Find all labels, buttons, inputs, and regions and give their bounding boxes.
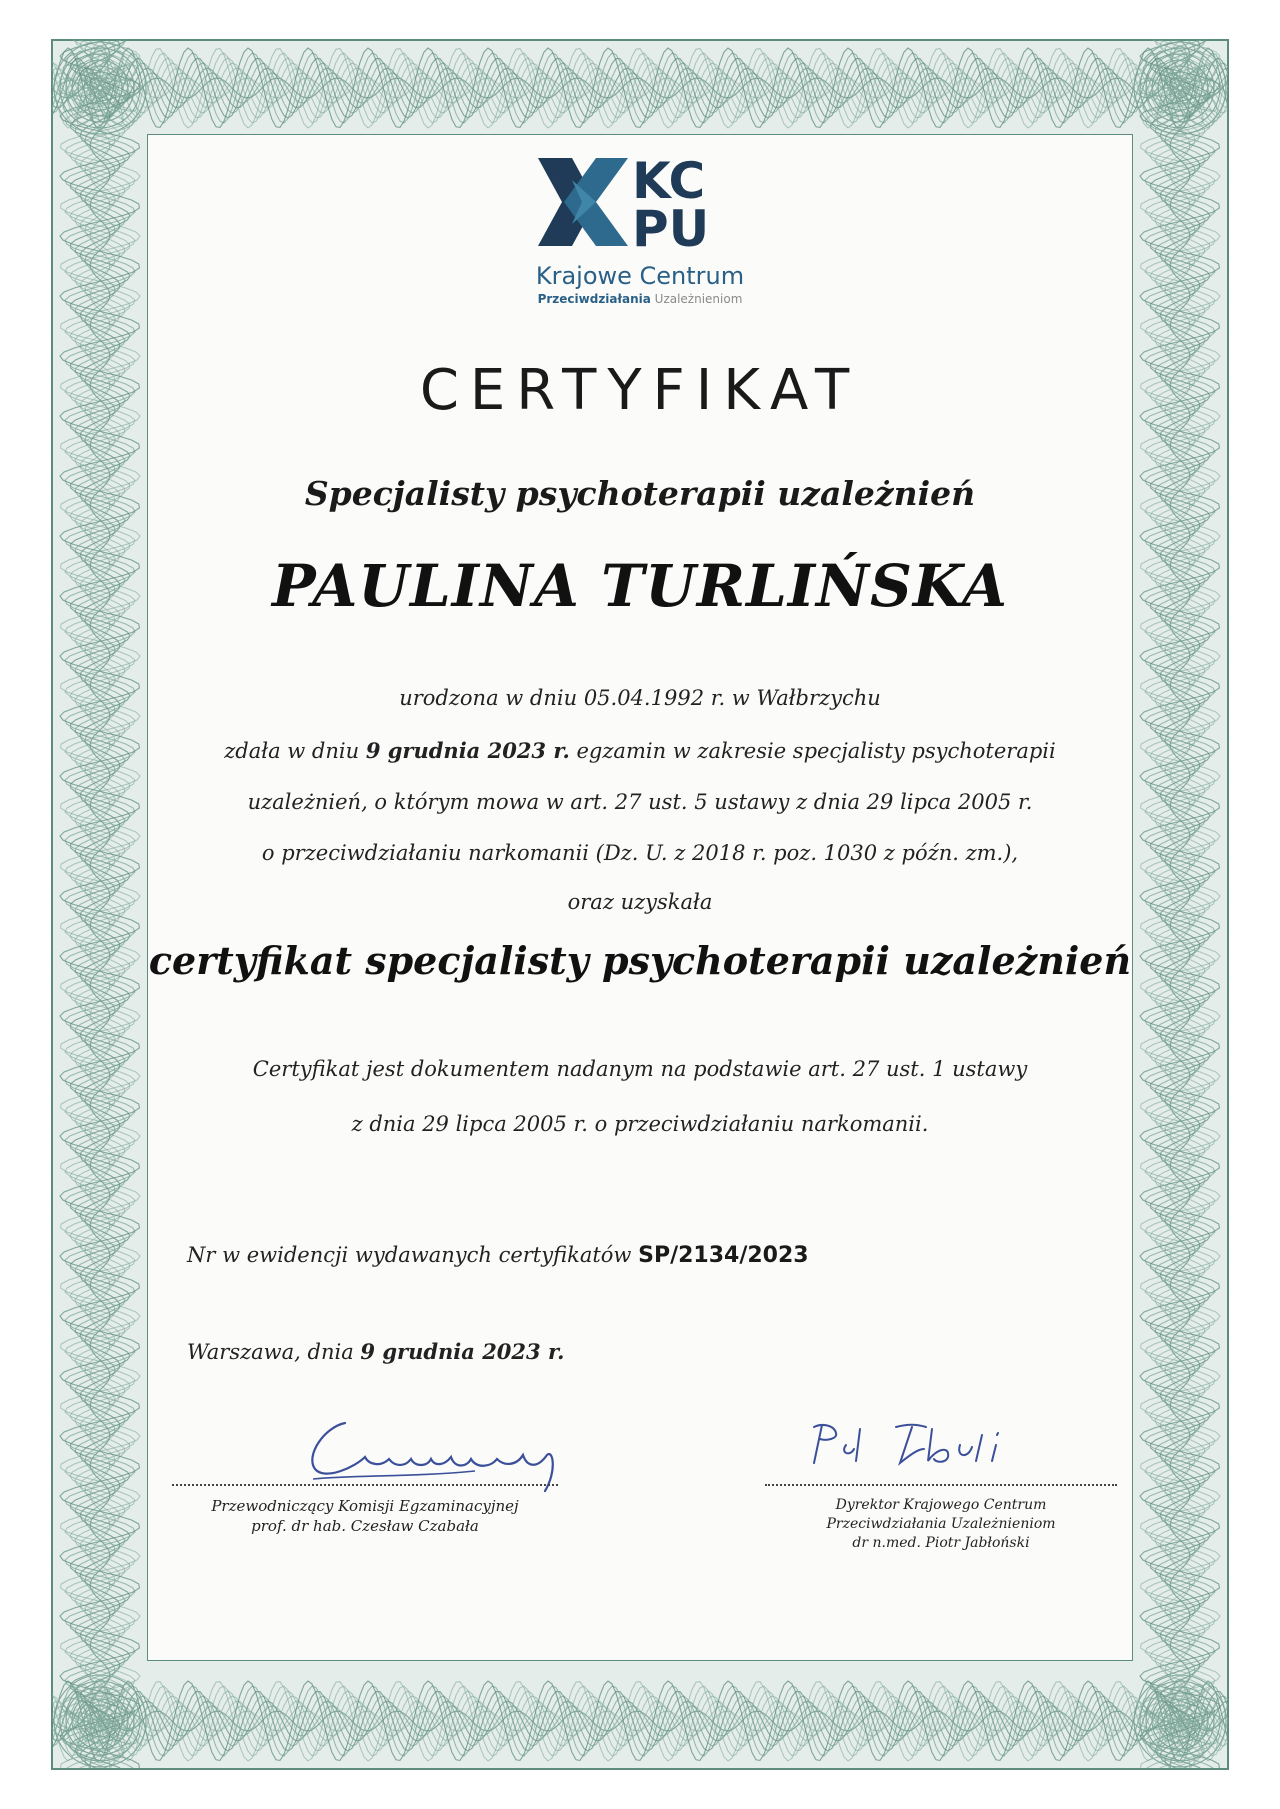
signature-line-left <box>172 1484 558 1486</box>
logo-tagline-bold: Przeciwdziałania <box>537 292 651 306</box>
place-date-line <box>187 1339 564 1364</box>
exam-prefix: zdała w dniu <box>224 739 366 763</box>
registry-line <box>187 1243 809 1268</box>
logo-tagline-light: Uzależnieniom <box>654 292 743 306</box>
signature-left-role: Przewodniczący Komisji Egzaminacyjnej <box>211 1497 519 1515</box>
signature-right-role-2: Przeciwdziałania Uzależnieniom <box>826 1516 1056 1532</box>
certificate-title: CERTYFIKAT <box>419 358 861 423</box>
law-line-1: uzależnień, o którym mowa w art. 27 ust. 5 ustawy z dnia 29 lipca 2005 r. <box>247 790 1033 814</box>
exam-suffix: egzamin w zakresie specjalisty psychoterapii <box>569 739 1056 763</box>
legal-basis-line-2: z dnia 29 lipca 2005 r. o przeciwdziałaniu narkomanii. <box>351 1112 929 1136</box>
signature-right-caption <box>760 1496 1122 1553</box>
logo-tagline <box>520 292 760 306</box>
law-line-2: o przeciwdziałaniu narkomanii (Dz. U. z 2018 r. poz. 1030 z późn. zm.), <box>261 841 1019 865</box>
obtained-line: oraz uzyskała <box>567 890 713 914</box>
certificate-subtitle: Specjalisty psychoterapii uzależnień <box>304 474 976 513</box>
birth-line: urodzona w dniu 05.04.1992 r. w Wałbrzychu <box>399 686 881 710</box>
certificate-main: certyfikat specjalisty psychoterapii uzależnień <box>148 938 1132 983</box>
signature-left-caption <box>170 1496 560 1536</box>
legal-basis-line-1: Certyfikat jest dokumentem nadanym na podstawie art. 27 ust. 1 ustawy <box>252 1057 1028 1081</box>
signature-left-name: prof. dr hab. Czesław Czabała <box>251 1517 479 1535</box>
exam-date: 9 grudnia 2023 r. <box>365 738 570 763</box>
registry-number: SP/2134/2023 <box>638 1243 809 1268</box>
logo-name: Krajowe Centrum <box>535 262 745 290</box>
place-date-prefix: Warszawa, dnia <box>187 1340 361 1364</box>
holder-name: PAULINA TURLIŃSKA <box>272 552 1008 620</box>
signature-right <box>800 1405 1060 1485</box>
place-date-date: 9 grudnia 2023 r. <box>360 1339 565 1364</box>
signature-right-name: dr n.med. Piotr Jabłoński <box>852 1535 1030 1551</box>
logo-letters-top: KC <box>632 152 706 210</box>
registry-label: Nr w ewidencji wydawanych certyfikatów <box>187 1243 639 1267</box>
signature-right-role: Dyrektor Krajowego Centrum <box>835 1497 1047 1513</box>
exam-line <box>0 738 1280 763</box>
signature-line-right <box>765 1484 1117 1486</box>
signature-left <box>295 1405 615 1495</box>
logo-letters-bottom: PU <box>632 200 710 258</box>
